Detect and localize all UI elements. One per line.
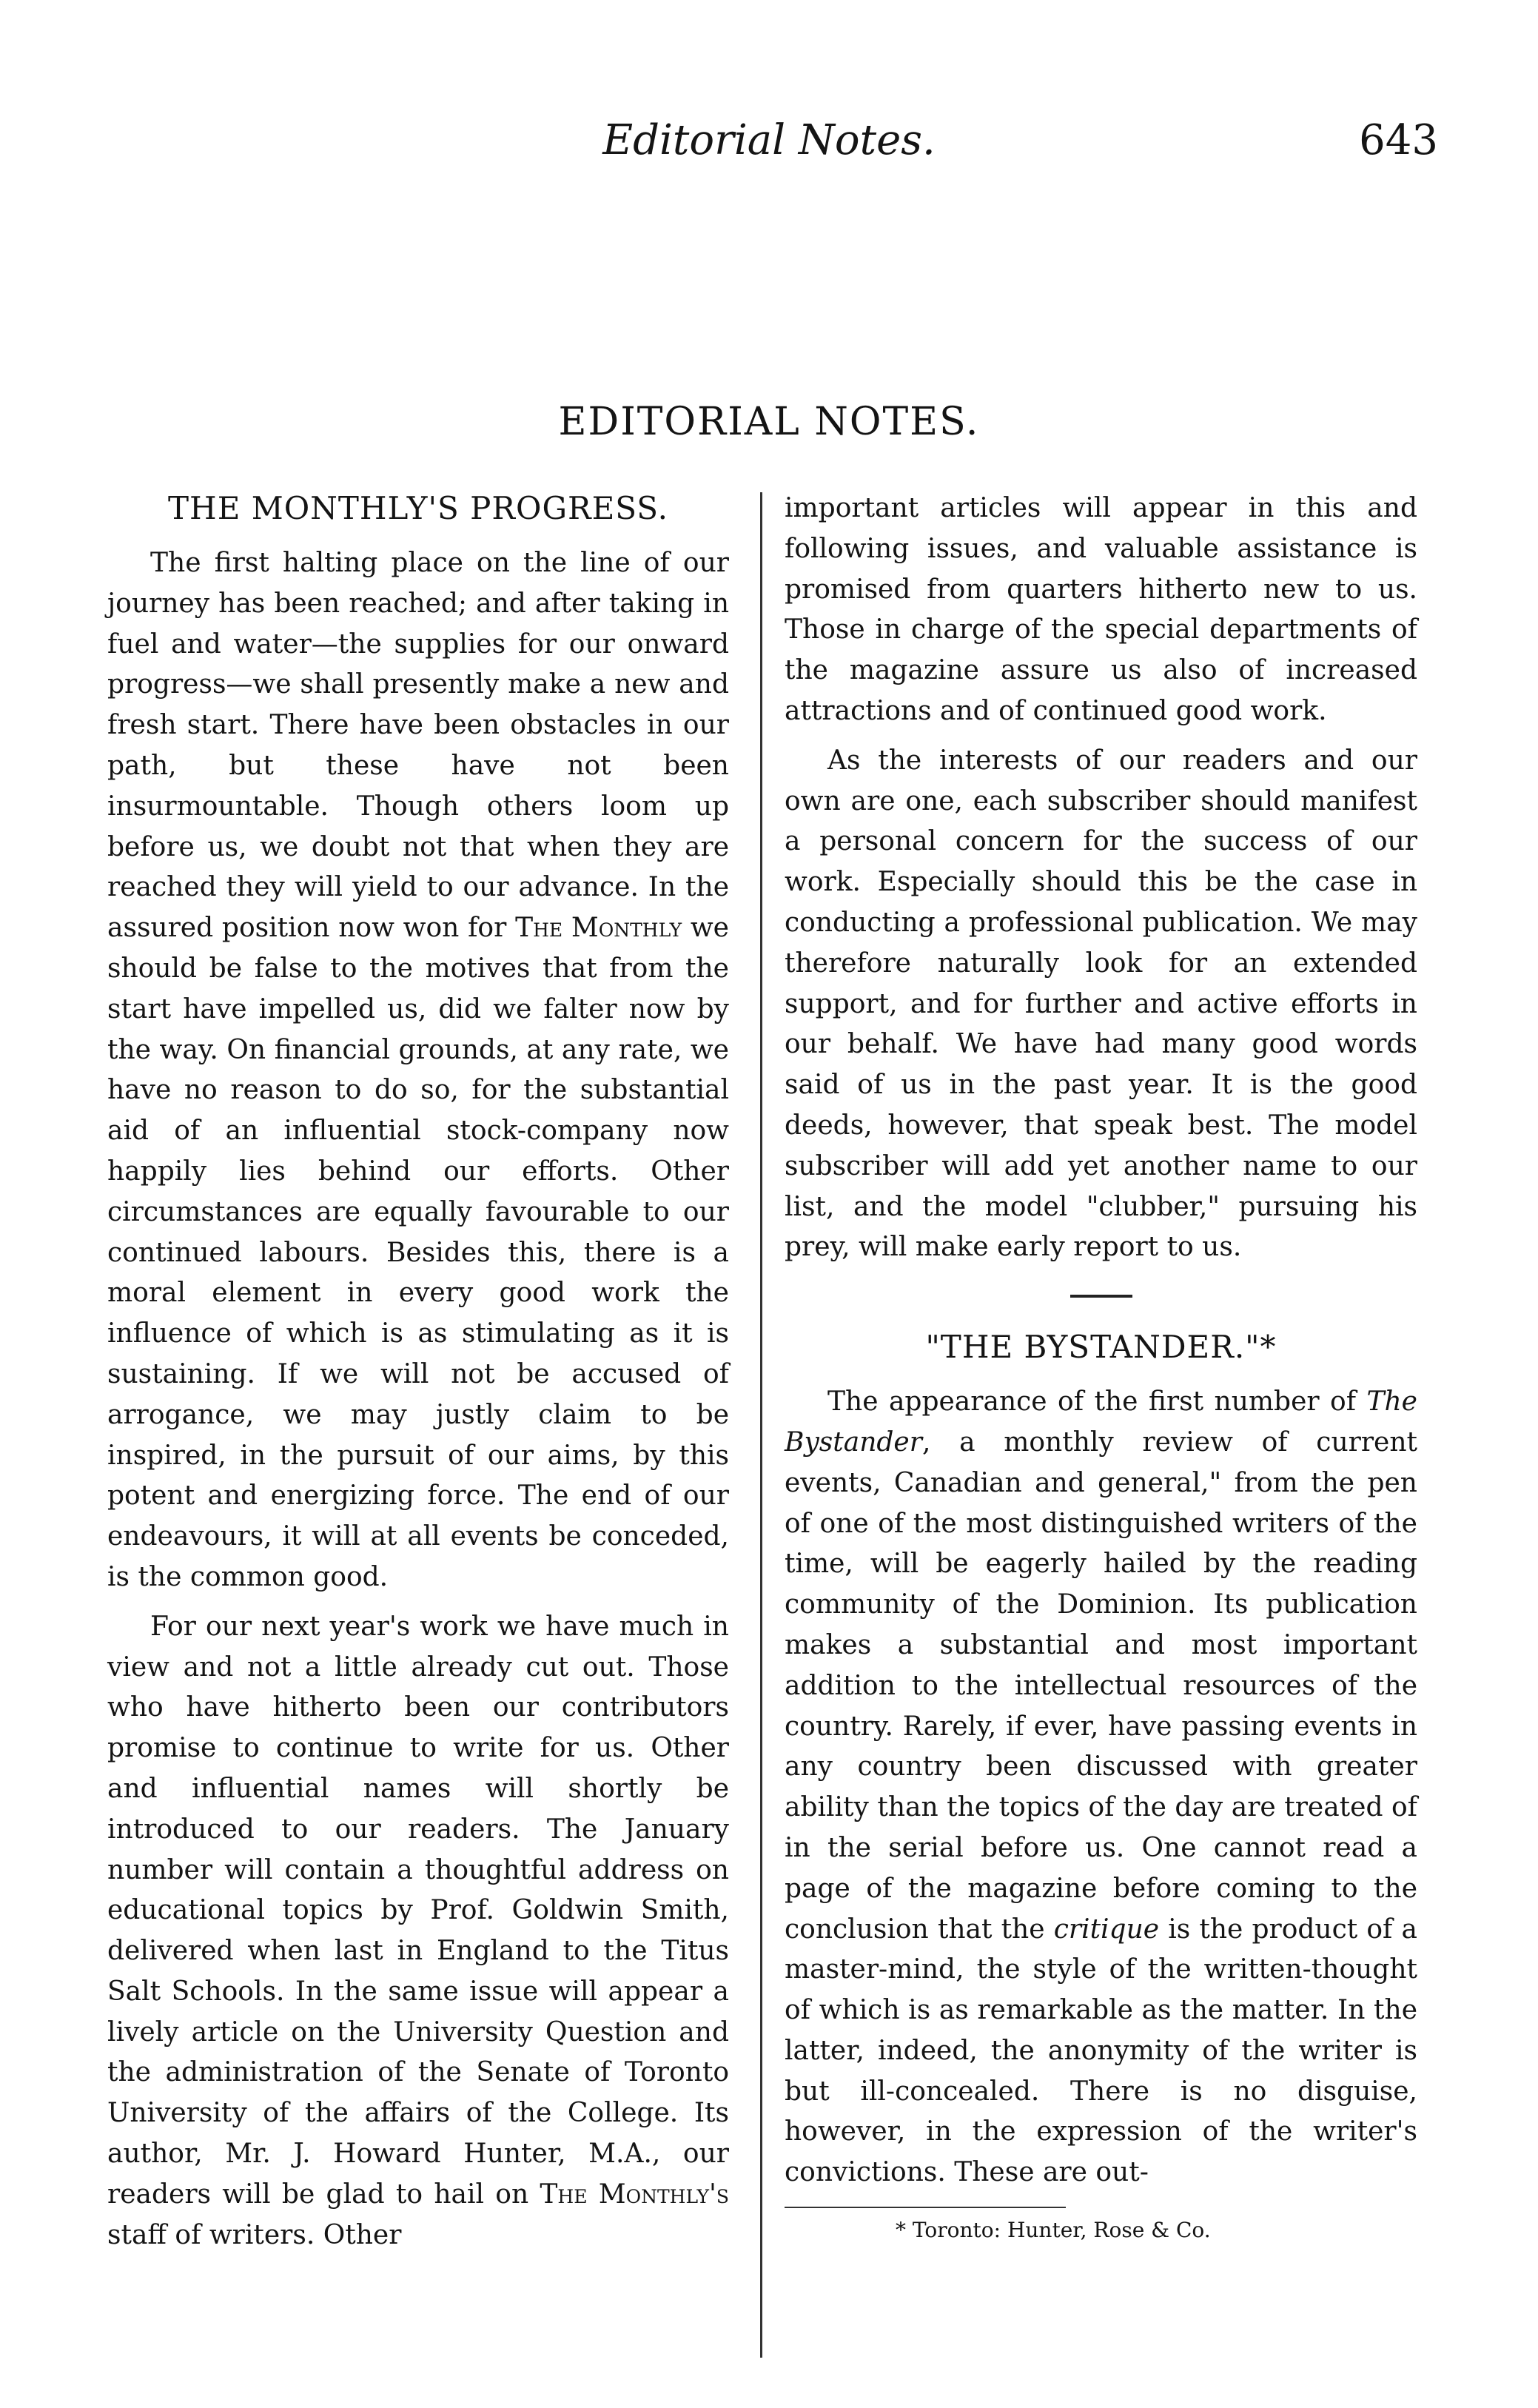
footnote: * Toronto: Hunter, Rose & Co. — [896, 2218, 1211, 2243]
magazine-name: The Monthly — [515, 913, 682, 944]
text-run: is the product of a master-mind, the style of the written-thought of which is as remarkable as the matter. In the latter, indeed, the anonymity of the writer is but ill-concealed. There is no disguise, however, in the expression of the writer's convictions. These are out- — [785, 1914, 1417, 2188]
page-number: 643 — [1359, 116, 1438, 164]
page-title: EDITORIAL NOTES. — [558, 400, 980, 444]
column-divider — [760, 492, 762, 2358]
left-column — [107, 489, 729, 2256]
running-head — [0, 111, 1538, 170]
magazine-title: The Bystander — [785, 1386, 1417, 1458]
text-run: we should be false to the motives that from the start have impelled us, did we falter now by the way. On financial grounds, at any rate, we have no reason to do so, for the substantial aid of an influential stock-company now happily lies behind our efforts. Other circumstances are equally favourable to our continued labours. Besides this, there is a moral element in every good work the influence of which is as stimulating as it is sustaining. If we will not be accused of arrogance, we may justly claim to be inspired, in the pursuit of our aims, by this potent and energizing force. The end of our endeavours, it will at all events be conceded, is the common good. — [107, 913, 729, 1592]
magazine-name: The Monthly's — [540, 2179, 730, 2210]
section-heading-bystander: "THE BYSTANDER."* — [925, 1329, 1277, 1366]
paragraph — [107, 1607, 729, 2256]
running-title: Editorial Notes. — [602, 116, 936, 164]
text-run: The appearance of the first number of — [827, 1386, 1367, 1418]
right-column — [785, 489, 1417, 2245]
text-run: For our next year's work we have much in view and not a little already cut out. Those who have hitherto been our contributors promise to continue to write for us. Other and influential names will shortly be introduced to our readers. The January number will contain a thoughtful address on educational topics by Prof. Goldwin Smith, delivered when last in England to the Titus Salt Schools. In the same issue will appear a lively article on the University Question and the administration of the Senate of Toronto University of the affairs of the College. Its author, Mr. J. Howard Hunter, M.A., our readers will be glad to hail on — [107, 1611, 729, 2210]
section-heading-monthlys-progress: THE MONTHLY'S PROGRESS. — [168, 490, 668, 526]
paragraph: important articles will appear in this and following issues, and valuable assistance is promised from quarters hitherto new to us. Those in charge of the special departments of the magazine assure us also of increased attractions and of continued good work. — [785, 493, 1417, 726]
section-divider — [1070, 1295, 1132, 1298]
paragraph — [107, 543, 729, 1598]
text-run: staff of writers. Other — [107, 2219, 402, 2250]
italic-term: critique — [1053, 1914, 1160, 1945]
paragraph: As the interests of our readers and our own are one, each subscriber should manifest a personal concern for the success of our work. Especially should this be the case in conducting a professional publication. We may therefore naturally look for an extended support, and for further and active efforts in our behalf. We have had many good words said of us in the past year. It is the good deeds, however, that speak best. The model subscriber will add yet another name to our list, and the model "clubber," pursuing his prey, will make early report to us. — [785, 745, 1417, 1263]
footnote-rule — [785, 2207, 1066, 2208]
paragraph — [785, 1382, 1417, 2193]
text-run: , a monthly review of current events, Canadian and general," from the pen of one of the most distinguished writers of the time, will be eagerly hailed by the reading community of the Dominion. Its publication makes a substantial and most important addition to the intellectual resources of the country. Rarely, if ever, have passing events in any country been discussed with greater ability than the topics of the day are treated of in the serial before us. One cannot read a page of the magazine before coming to the conclusion that the — [785, 1426, 1417, 1945]
text-run: The first halting place on the line of our journey has been reached; and after taking in fuel and water—the supplies for our onward progress—we shall presently make a new and fresh start. There have been obstacles in our path, but these have not been insurmountable. Though others loom up before us, we doubt not that when they are reached they will yield to our advance. In the assured position now won for — [107, 548, 729, 944]
